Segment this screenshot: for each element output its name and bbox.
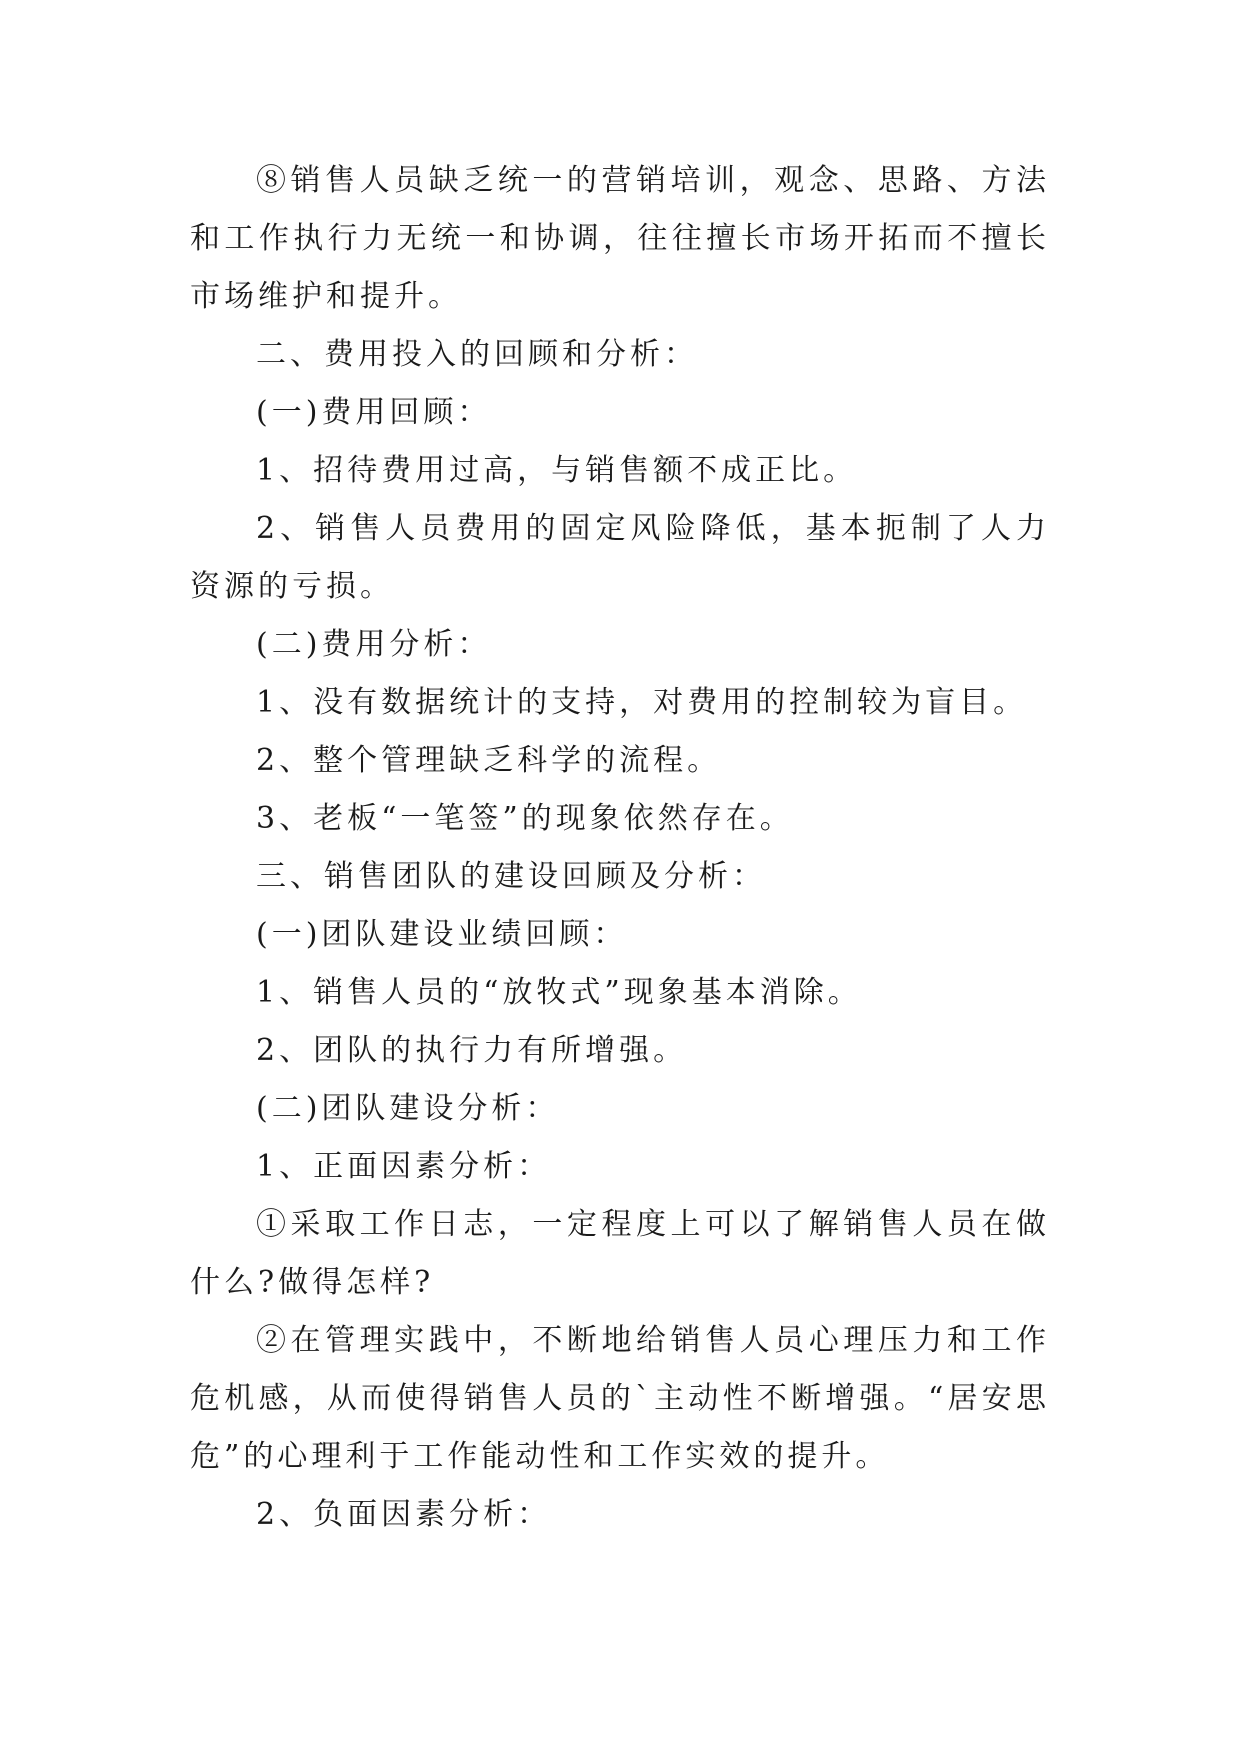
list-item: ①采取工作日志，一定程度上可以了解销售人员在做什么?做得怎样? [190, 1207, 1050, 1300]
subheading-cost-review: (一)费用回顾： [256, 395, 492, 430]
subheading-team-review: (一)团队建设业绩回顾： [256, 917, 628, 952]
list-item: 2、团队的执行力有所增强。 [256, 1033, 688, 1068]
list-item: 1、销售人员的“放牧式”现象基本消除。 [256, 975, 862, 1010]
heading-cost-review-analysis: 二、费用投入的回顾和分析： [256, 337, 698, 372]
list-item: 1、正面因素分析： [256, 1149, 552, 1184]
subheading-cost-analysis: (二)费用分析： [256, 627, 492, 662]
list-item: 2、负面因素分析： [256, 1497, 552, 1532]
list-item: 2、销售人员费用的固定风险降低，基本扼制了人力资源的亏损。 [190, 511, 1050, 604]
document-body [190, 152, 1050, 1544]
subheading-team-analysis: (二)团队建设分析： [256, 1091, 560, 1126]
list-item: 1、没有数据统计的支持，对费用的控制较为盲目。 [256, 685, 1028, 720]
list-item: 1、招待费用过高，与销售额不成正比。 [256, 453, 858, 488]
list-item: 3、老板“一笔签”的现象依然存在。 [256, 801, 794, 836]
list-item: ②在管理实践中，不断地给销售人员心理压力和工作危机感，从而使得销售人员的`主动性不断增强。“居安思危”的心理利于工作能动性和工作实效的提升。 [190, 1323, 1050, 1474]
list-item: 2、整个管理缺乏科学的流程。 [256, 743, 722, 778]
heading-team-building: 三、销售团队的建设回顾及分析： [256, 859, 766, 894]
paragraph-training-issue: ⑧销售人员缺乏统一的营销培训，观念、思路、方法和工作执行力无统一和协调，往往擅长市场开拓而不擅长市场维护和提升。 [190, 163, 1050, 314]
